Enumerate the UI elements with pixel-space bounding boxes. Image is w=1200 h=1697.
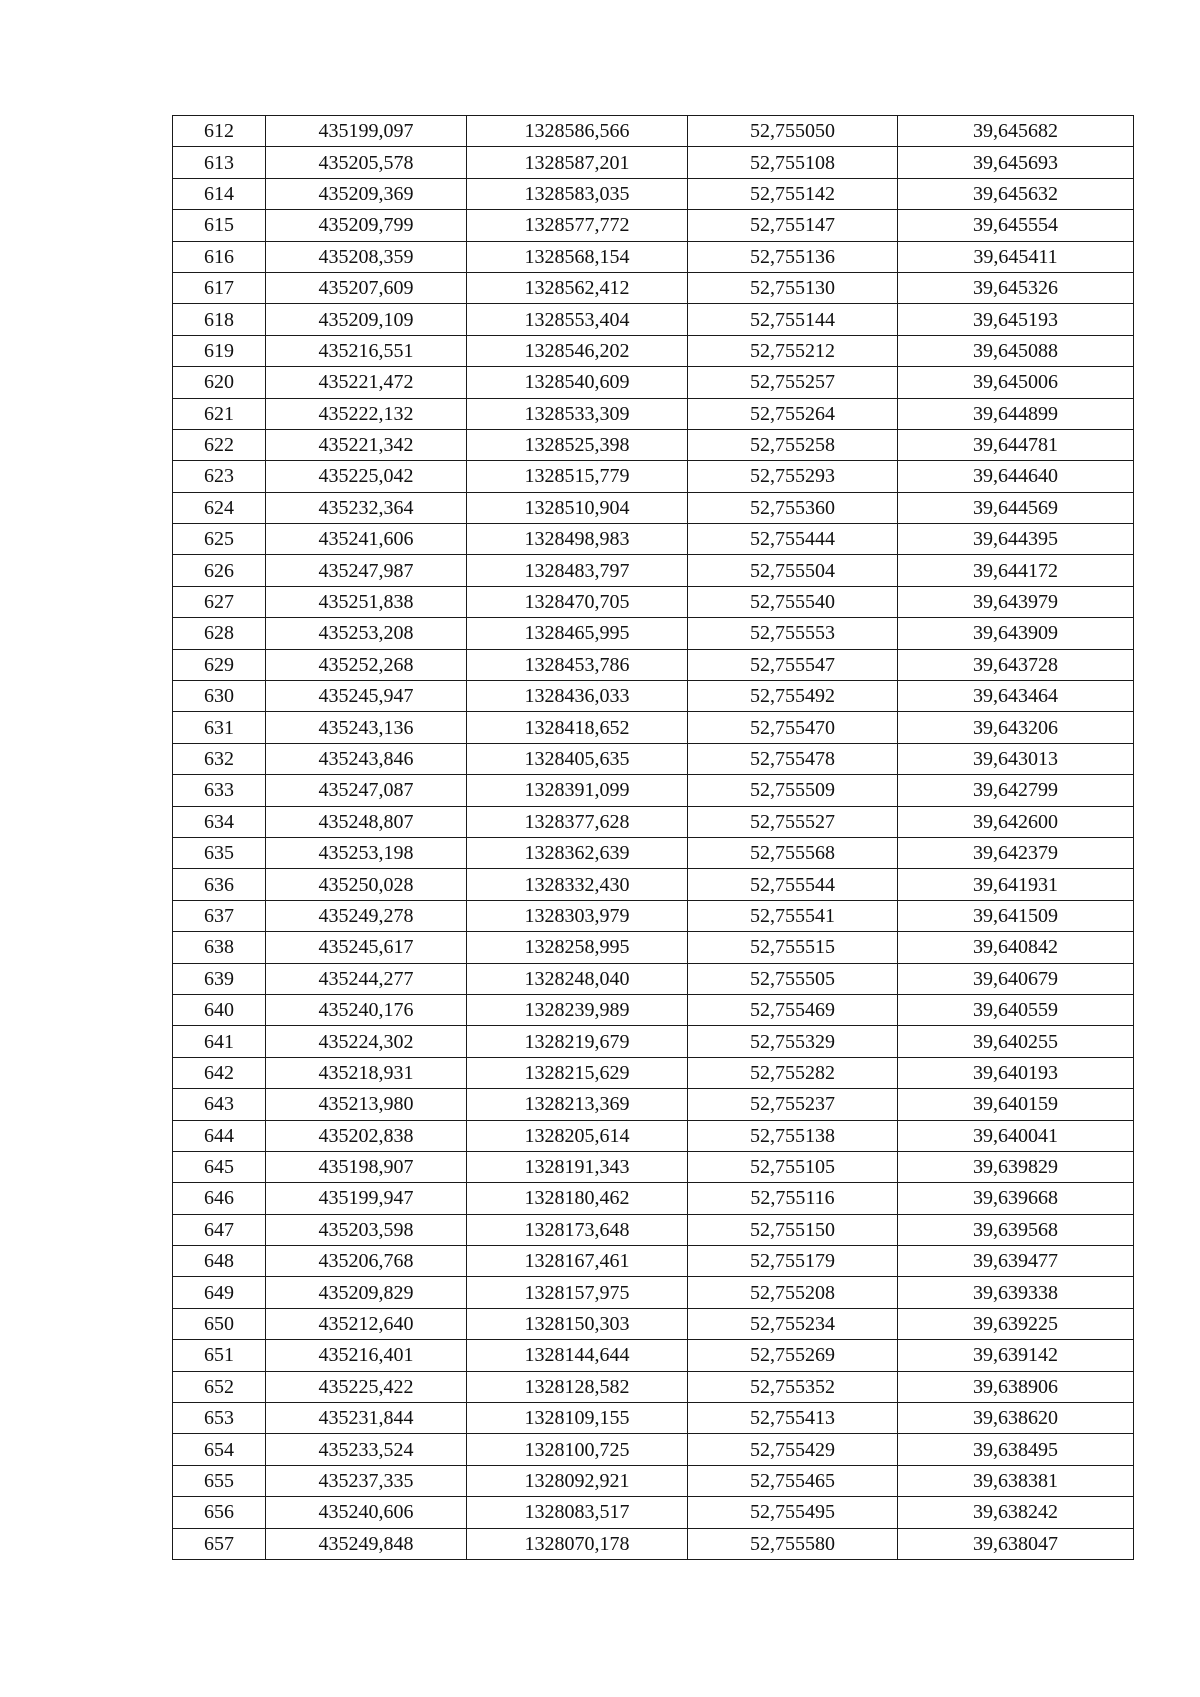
y-coordinate-cell: 1328109,155 bbox=[467, 1403, 688, 1434]
table-row bbox=[173, 1151, 1134, 1182]
x-coordinate-cell: 435225,042 bbox=[266, 461, 467, 492]
point-number-cell: 632 bbox=[173, 743, 266, 774]
x-coordinate-cell: 435205,578 bbox=[266, 147, 467, 178]
table-row bbox=[173, 1528, 1134, 1559]
longitude-cell: 39,644781 bbox=[898, 429, 1134, 460]
latitude-cell: 52,755509 bbox=[688, 775, 898, 806]
latitude-cell: 52,755108 bbox=[688, 147, 898, 178]
table-row bbox=[173, 994, 1134, 1025]
point-number-cell: 621 bbox=[173, 398, 266, 429]
y-coordinate-cell: 1328248,040 bbox=[467, 963, 688, 994]
y-coordinate-cell: 1328510,904 bbox=[467, 492, 688, 523]
point-number-cell: 647 bbox=[173, 1214, 266, 1245]
longitude-cell: 39,638047 bbox=[898, 1528, 1134, 1559]
point-number-cell: 643 bbox=[173, 1089, 266, 1120]
point-number-cell: 650 bbox=[173, 1308, 266, 1339]
table-row bbox=[173, 147, 1134, 178]
point-number-cell: 653 bbox=[173, 1403, 266, 1434]
longitude-cell: 39,645411 bbox=[898, 241, 1134, 272]
table-row bbox=[173, 681, 1134, 712]
latitude-cell: 52,755179 bbox=[688, 1246, 898, 1277]
x-coordinate-cell: 435216,401 bbox=[266, 1340, 467, 1371]
y-coordinate-cell: 1328258,995 bbox=[467, 932, 688, 963]
point-number-cell: 620 bbox=[173, 367, 266, 398]
table-row bbox=[173, 775, 1134, 806]
point-number-cell: 635 bbox=[173, 837, 266, 868]
point-number-cell: 637 bbox=[173, 900, 266, 931]
y-coordinate-cell: 1328173,648 bbox=[467, 1214, 688, 1245]
latitude-cell: 52,755138 bbox=[688, 1120, 898, 1151]
longitude-cell: 39,639568 bbox=[898, 1214, 1134, 1245]
y-coordinate-cell: 1328586,566 bbox=[467, 116, 688, 147]
latitude-cell: 52,755147 bbox=[688, 210, 898, 241]
y-coordinate-cell: 1328391,099 bbox=[467, 775, 688, 806]
latitude-cell: 52,755234 bbox=[688, 1308, 898, 1339]
table-row bbox=[173, 304, 1134, 335]
latitude-cell: 52,755429 bbox=[688, 1434, 898, 1465]
longitude-cell: 39,638242 bbox=[898, 1497, 1134, 1528]
longitude-cell: 39,639477 bbox=[898, 1246, 1134, 1277]
table-row bbox=[173, 932, 1134, 963]
longitude-cell: 39,639142 bbox=[898, 1340, 1134, 1371]
x-coordinate-cell: 435221,472 bbox=[266, 367, 467, 398]
latitude-cell: 52,755282 bbox=[688, 1057, 898, 1088]
longitude-cell: 39,645632 bbox=[898, 178, 1134, 209]
table-row bbox=[173, 1465, 1134, 1496]
x-coordinate-cell: 435253,208 bbox=[266, 618, 467, 649]
table-row bbox=[173, 743, 1134, 774]
table-row bbox=[173, 1183, 1134, 1214]
x-coordinate-cell: 435249,848 bbox=[266, 1528, 467, 1559]
point-number-cell: 636 bbox=[173, 869, 266, 900]
longitude-cell: 39,644640 bbox=[898, 461, 1134, 492]
y-coordinate-cell: 1328215,629 bbox=[467, 1057, 688, 1088]
latitude-cell: 52,755547 bbox=[688, 649, 898, 680]
table-row bbox=[173, 618, 1134, 649]
x-coordinate-cell: 435247,987 bbox=[266, 555, 467, 586]
point-number-cell: 616 bbox=[173, 241, 266, 272]
x-coordinate-cell: 435240,176 bbox=[266, 994, 467, 1025]
point-number-cell: 631 bbox=[173, 712, 266, 743]
longitude-cell: 39,643206 bbox=[898, 712, 1134, 743]
latitude-cell: 52,755142 bbox=[688, 178, 898, 209]
x-coordinate-cell: 435199,097 bbox=[266, 116, 467, 147]
y-coordinate-cell: 1328213,369 bbox=[467, 1089, 688, 1120]
table-row bbox=[173, 1308, 1134, 1339]
point-number-cell: 615 bbox=[173, 210, 266, 241]
latitude-cell: 52,755258 bbox=[688, 429, 898, 460]
table-row bbox=[173, 1057, 1134, 1088]
latitude-cell: 52,755527 bbox=[688, 806, 898, 837]
table-row bbox=[173, 210, 1134, 241]
point-number-cell: 639 bbox=[173, 963, 266, 994]
point-number-cell: 656 bbox=[173, 1497, 266, 1528]
latitude-cell: 52,755568 bbox=[688, 837, 898, 868]
point-number-cell: 642 bbox=[173, 1057, 266, 1088]
table-row bbox=[173, 1089, 1134, 1120]
latitude-cell: 52,755329 bbox=[688, 1026, 898, 1057]
table-row bbox=[173, 649, 1134, 680]
latitude-cell: 52,755212 bbox=[688, 335, 898, 366]
point-number-cell: 614 bbox=[173, 178, 266, 209]
table-row bbox=[173, 335, 1134, 366]
longitude-cell: 39,639338 bbox=[898, 1277, 1134, 1308]
x-coordinate-cell: 435224,302 bbox=[266, 1026, 467, 1057]
y-coordinate-cell: 1328587,201 bbox=[467, 147, 688, 178]
y-coordinate-cell: 1328092,921 bbox=[467, 1465, 688, 1496]
longitude-cell: 39,640041 bbox=[898, 1120, 1134, 1151]
latitude-cell: 52,755293 bbox=[688, 461, 898, 492]
x-coordinate-cell: 435198,907 bbox=[266, 1151, 467, 1182]
point-number-cell: 641 bbox=[173, 1026, 266, 1057]
x-coordinate-cell: 435207,609 bbox=[266, 272, 467, 303]
point-number-cell: 617 bbox=[173, 272, 266, 303]
longitude-cell: 39,645693 bbox=[898, 147, 1134, 178]
latitude-cell: 52,755264 bbox=[688, 398, 898, 429]
y-coordinate-cell: 1328332,430 bbox=[467, 869, 688, 900]
longitude-cell: 39,640559 bbox=[898, 994, 1134, 1025]
table-row bbox=[173, 555, 1134, 586]
point-number-cell: 638 bbox=[173, 932, 266, 963]
y-coordinate-cell: 1328144,644 bbox=[467, 1340, 688, 1371]
table-row bbox=[173, 712, 1134, 743]
x-coordinate-cell: 435245,947 bbox=[266, 681, 467, 712]
x-coordinate-cell: 435233,524 bbox=[266, 1434, 467, 1465]
x-coordinate-cell: 435206,768 bbox=[266, 1246, 467, 1277]
x-coordinate-cell: 435222,132 bbox=[266, 398, 467, 429]
x-coordinate-cell: 435225,422 bbox=[266, 1371, 467, 1402]
table-row bbox=[173, 900, 1134, 931]
point-number-cell: 640 bbox=[173, 994, 266, 1025]
y-coordinate-cell: 1328465,995 bbox=[467, 618, 688, 649]
point-number-cell: 651 bbox=[173, 1340, 266, 1371]
longitude-cell: 39,640193 bbox=[898, 1057, 1134, 1088]
point-number-cell: 629 bbox=[173, 649, 266, 680]
table-row bbox=[173, 241, 1134, 272]
x-coordinate-cell: 435221,342 bbox=[266, 429, 467, 460]
longitude-cell: 39,644172 bbox=[898, 555, 1134, 586]
y-coordinate-cell: 1328498,983 bbox=[467, 524, 688, 555]
latitude-cell: 52,755540 bbox=[688, 586, 898, 617]
latitude-cell: 52,755553 bbox=[688, 618, 898, 649]
x-coordinate-cell: 435202,838 bbox=[266, 1120, 467, 1151]
latitude-cell: 52,755144 bbox=[688, 304, 898, 335]
table-row bbox=[173, 586, 1134, 617]
y-coordinate-cell: 1328568,154 bbox=[467, 241, 688, 272]
latitude-cell: 52,755413 bbox=[688, 1403, 898, 1434]
table-row bbox=[173, 272, 1134, 303]
latitude-cell: 52,755515 bbox=[688, 932, 898, 963]
table-row bbox=[173, 429, 1134, 460]
point-number-cell: 634 bbox=[173, 806, 266, 837]
table-row bbox=[173, 1026, 1134, 1057]
y-coordinate-cell: 1328515,779 bbox=[467, 461, 688, 492]
y-coordinate-cell: 1328191,343 bbox=[467, 1151, 688, 1182]
x-coordinate-cell: 435209,369 bbox=[266, 178, 467, 209]
y-coordinate-cell: 1328546,202 bbox=[467, 335, 688, 366]
x-coordinate-cell: 435199,947 bbox=[266, 1183, 467, 1214]
table-row bbox=[173, 178, 1134, 209]
x-coordinate-cell: 435251,838 bbox=[266, 586, 467, 617]
y-coordinate-cell: 1328577,772 bbox=[467, 210, 688, 241]
x-coordinate-cell: 435209,799 bbox=[266, 210, 467, 241]
longitude-cell: 39,645006 bbox=[898, 367, 1134, 398]
longitude-cell: 39,643909 bbox=[898, 618, 1134, 649]
point-number-cell: 655 bbox=[173, 1465, 266, 1496]
table-row bbox=[173, 1497, 1134, 1528]
latitude-cell: 52,755116 bbox=[688, 1183, 898, 1214]
y-coordinate-cell: 1328157,975 bbox=[467, 1277, 688, 1308]
table-row bbox=[173, 1120, 1134, 1151]
longitude-cell: 39,638906 bbox=[898, 1371, 1134, 1402]
longitude-cell: 39,643728 bbox=[898, 649, 1134, 680]
table-row bbox=[173, 1434, 1134, 1465]
latitude-cell: 52,755237 bbox=[688, 1089, 898, 1120]
x-coordinate-cell: 435247,087 bbox=[266, 775, 467, 806]
latitude-cell: 52,755465 bbox=[688, 1465, 898, 1496]
longitude-cell: 39,645088 bbox=[898, 335, 1134, 366]
latitude-cell: 52,755136 bbox=[688, 241, 898, 272]
point-number-cell: 624 bbox=[173, 492, 266, 523]
point-number-cell: 648 bbox=[173, 1246, 266, 1277]
longitude-cell: 39,638495 bbox=[898, 1434, 1134, 1465]
table-row bbox=[173, 1371, 1134, 1402]
latitude-cell: 52,755469 bbox=[688, 994, 898, 1025]
y-coordinate-cell: 1328070,178 bbox=[467, 1528, 688, 1559]
point-number-cell: 630 bbox=[173, 681, 266, 712]
table-row bbox=[173, 1403, 1134, 1434]
latitude-cell: 52,755544 bbox=[688, 869, 898, 900]
x-coordinate-cell: 435249,278 bbox=[266, 900, 467, 931]
point-number-cell: 645 bbox=[173, 1151, 266, 1182]
longitude-cell: 39,645554 bbox=[898, 210, 1134, 241]
y-coordinate-cell: 1328540,609 bbox=[467, 367, 688, 398]
x-coordinate-cell: 435243,846 bbox=[266, 743, 467, 774]
longitude-cell: 39,645193 bbox=[898, 304, 1134, 335]
latitude-cell: 52,755580 bbox=[688, 1528, 898, 1559]
latitude-cell: 52,755105 bbox=[688, 1151, 898, 1182]
table-row bbox=[173, 837, 1134, 868]
latitude-cell: 52,755130 bbox=[688, 272, 898, 303]
longitude-cell: 39,639668 bbox=[898, 1183, 1134, 1214]
point-number-cell: 622 bbox=[173, 429, 266, 460]
y-coordinate-cell: 1328562,412 bbox=[467, 272, 688, 303]
x-coordinate-cell: 435252,268 bbox=[266, 649, 467, 680]
coordinates-table-body bbox=[173, 116, 1134, 1560]
x-coordinate-cell: 435243,136 bbox=[266, 712, 467, 743]
point-number-cell: 619 bbox=[173, 335, 266, 366]
point-number-cell: 652 bbox=[173, 1371, 266, 1402]
x-coordinate-cell: 435245,617 bbox=[266, 932, 467, 963]
longitude-cell: 39,643013 bbox=[898, 743, 1134, 774]
y-coordinate-cell: 1328470,705 bbox=[467, 586, 688, 617]
y-coordinate-cell: 1328533,309 bbox=[467, 398, 688, 429]
y-coordinate-cell: 1328553,404 bbox=[467, 304, 688, 335]
y-coordinate-cell: 1328219,679 bbox=[467, 1026, 688, 1057]
x-coordinate-cell: 435212,640 bbox=[266, 1308, 467, 1339]
longitude-cell: 39,644899 bbox=[898, 398, 1134, 429]
x-coordinate-cell: 435209,829 bbox=[266, 1277, 467, 1308]
longitude-cell: 39,641509 bbox=[898, 900, 1134, 931]
x-coordinate-cell: 435250,028 bbox=[266, 869, 467, 900]
y-coordinate-cell: 1328083,517 bbox=[467, 1497, 688, 1528]
longitude-cell: 39,640842 bbox=[898, 932, 1134, 963]
longitude-cell: 39,644569 bbox=[898, 492, 1134, 523]
y-coordinate-cell: 1328418,652 bbox=[467, 712, 688, 743]
longitude-cell: 39,645682 bbox=[898, 116, 1134, 147]
y-coordinate-cell: 1328180,462 bbox=[467, 1183, 688, 1214]
y-coordinate-cell: 1328453,786 bbox=[467, 649, 688, 680]
x-coordinate-cell: 435203,598 bbox=[266, 1214, 467, 1245]
latitude-cell: 52,755541 bbox=[688, 900, 898, 931]
x-coordinate-cell: 435213,980 bbox=[266, 1089, 467, 1120]
latitude-cell: 52,755504 bbox=[688, 555, 898, 586]
latitude-cell: 52,755478 bbox=[688, 743, 898, 774]
x-coordinate-cell: 435240,606 bbox=[266, 1497, 467, 1528]
x-coordinate-cell: 435248,807 bbox=[266, 806, 467, 837]
latitude-cell: 52,755050 bbox=[688, 116, 898, 147]
point-number-cell: 618 bbox=[173, 304, 266, 335]
longitude-cell: 39,638620 bbox=[898, 1403, 1134, 1434]
table-row bbox=[173, 524, 1134, 555]
y-coordinate-cell: 1328150,303 bbox=[467, 1308, 688, 1339]
point-number-cell: 612 bbox=[173, 116, 266, 147]
table-row bbox=[173, 1277, 1134, 1308]
longitude-cell: 39,640255 bbox=[898, 1026, 1134, 1057]
y-coordinate-cell: 1328405,635 bbox=[467, 743, 688, 774]
longitude-cell: 39,639829 bbox=[898, 1151, 1134, 1182]
y-coordinate-cell: 1328167,461 bbox=[467, 1246, 688, 1277]
point-number-cell: 623 bbox=[173, 461, 266, 492]
table-row bbox=[173, 1340, 1134, 1371]
longitude-cell: 39,641931 bbox=[898, 869, 1134, 900]
point-number-cell: 649 bbox=[173, 1277, 266, 1308]
table-row bbox=[173, 367, 1134, 398]
y-coordinate-cell: 1328583,035 bbox=[467, 178, 688, 209]
table-row bbox=[173, 116, 1134, 147]
latitude-cell: 52,755505 bbox=[688, 963, 898, 994]
y-coordinate-cell: 1328483,797 bbox=[467, 555, 688, 586]
table-row bbox=[173, 461, 1134, 492]
x-coordinate-cell: 435253,198 bbox=[266, 837, 467, 868]
table-row bbox=[173, 1246, 1134, 1277]
point-number-cell: 625 bbox=[173, 524, 266, 555]
latitude-cell: 52,755492 bbox=[688, 681, 898, 712]
y-coordinate-cell: 1328377,628 bbox=[467, 806, 688, 837]
latitude-cell: 52,755150 bbox=[688, 1214, 898, 1245]
longitude-cell: 39,642799 bbox=[898, 775, 1134, 806]
longitude-cell: 39,643979 bbox=[898, 586, 1134, 617]
table-row bbox=[173, 492, 1134, 523]
longitude-cell: 39,645326 bbox=[898, 272, 1134, 303]
longitude-cell: 39,640159 bbox=[898, 1089, 1134, 1120]
y-coordinate-cell: 1328100,725 bbox=[467, 1434, 688, 1465]
point-number-cell: 654 bbox=[173, 1434, 266, 1465]
longitude-cell: 39,639225 bbox=[898, 1308, 1134, 1339]
table-row bbox=[173, 869, 1134, 900]
y-coordinate-cell: 1328303,979 bbox=[467, 900, 688, 931]
y-coordinate-cell: 1328128,582 bbox=[467, 1371, 688, 1402]
point-number-cell: 657 bbox=[173, 1528, 266, 1559]
x-coordinate-cell: 435237,335 bbox=[266, 1465, 467, 1496]
table-row bbox=[173, 398, 1134, 429]
x-coordinate-cell: 435231,844 bbox=[266, 1403, 467, 1434]
coordinates-table bbox=[172, 115, 1134, 1560]
point-number-cell: 628 bbox=[173, 618, 266, 649]
point-number-cell: 613 bbox=[173, 147, 266, 178]
latitude-cell: 52,755352 bbox=[688, 1371, 898, 1402]
table-row bbox=[173, 1214, 1134, 1245]
table-row bbox=[173, 963, 1134, 994]
table-row bbox=[173, 806, 1134, 837]
latitude-cell: 52,755444 bbox=[688, 524, 898, 555]
latitude-cell: 52,755208 bbox=[688, 1277, 898, 1308]
longitude-cell: 39,642600 bbox=[898, 806, 1134, 837]
latitude-cell: 52,755495 bbox=[688, 1497, 898, 1528]
longitude-cell: 39,643464 bbox=[898, 681, 1134, 712]
y-coordinate-cell: 1328362,639 bbox=[467, 837, 688, 868]
x-coordinate-cell: 435208,359 bbox=[266, 241, 467, 272]
latitude-cell: 52,755360 bbox=[688, 492, 898, 523]
x-coordinate-cell: 435244,277 bbox=[266, 963, 467, 994]
latitude-cell: 52,755269 bbox=[688, 1340, 898, 1371]
y-coordinate-cell: 1328205,614 bbox=[467, 1120, 688, 1151]
latitude-cell: 52,755470 bbox=[688, 712, 898, 743]
point-number-cell: 646 bbox=[173, 1183, 266, 1214]
y-coordinate-cell: 1328436,033 bbox=[467, 681, 688, 712]
point-number-cell: 644 bbox=[173, 1120, 266, 1151]
x-coordinate-cell: 435216,551 bbox=[266, 335, 467, 366]
x-coordinate-cell: 435218,931 bbox=[266, 1057, 467, 1088]
longitude-cell: 39,640679 bbox=[898, 963, 1134, 994]
latitude-cell: 52,755257 bbox=[688, 367, 898, 398]
longitude-cell: 39,644395 bbox=[898, 524, 1134, 555]
point-number-cell: 626 bbox=[173, 555, 266, 586]
x-coordinate-cell: 435232,364 bbox=[266, 492, 467, 523]
longitude-cell: 39,642379 bbox=[898, 837, 1134, 868]
x-coordinate-cell: 435209,109 bbox=[266, 304, 467, 335]
point-number-cell: 633 bbox=[173, 775, 266, 806]
y-coordinate-cell: 1328239,989 bbox=[467, 994, 688, 1025]
x-coordinate-cell: 435241,606 bbox=[266, 524, 467, 555]
point-number-cell: 627 bbox=[173, 586, 266, 617]
longitude-cell: 39,638381 bbox=[898, 1465, 1134, 1496]
y-coordinate-cell: 1328525,398 bbox=[467, 429, 688, 460]
